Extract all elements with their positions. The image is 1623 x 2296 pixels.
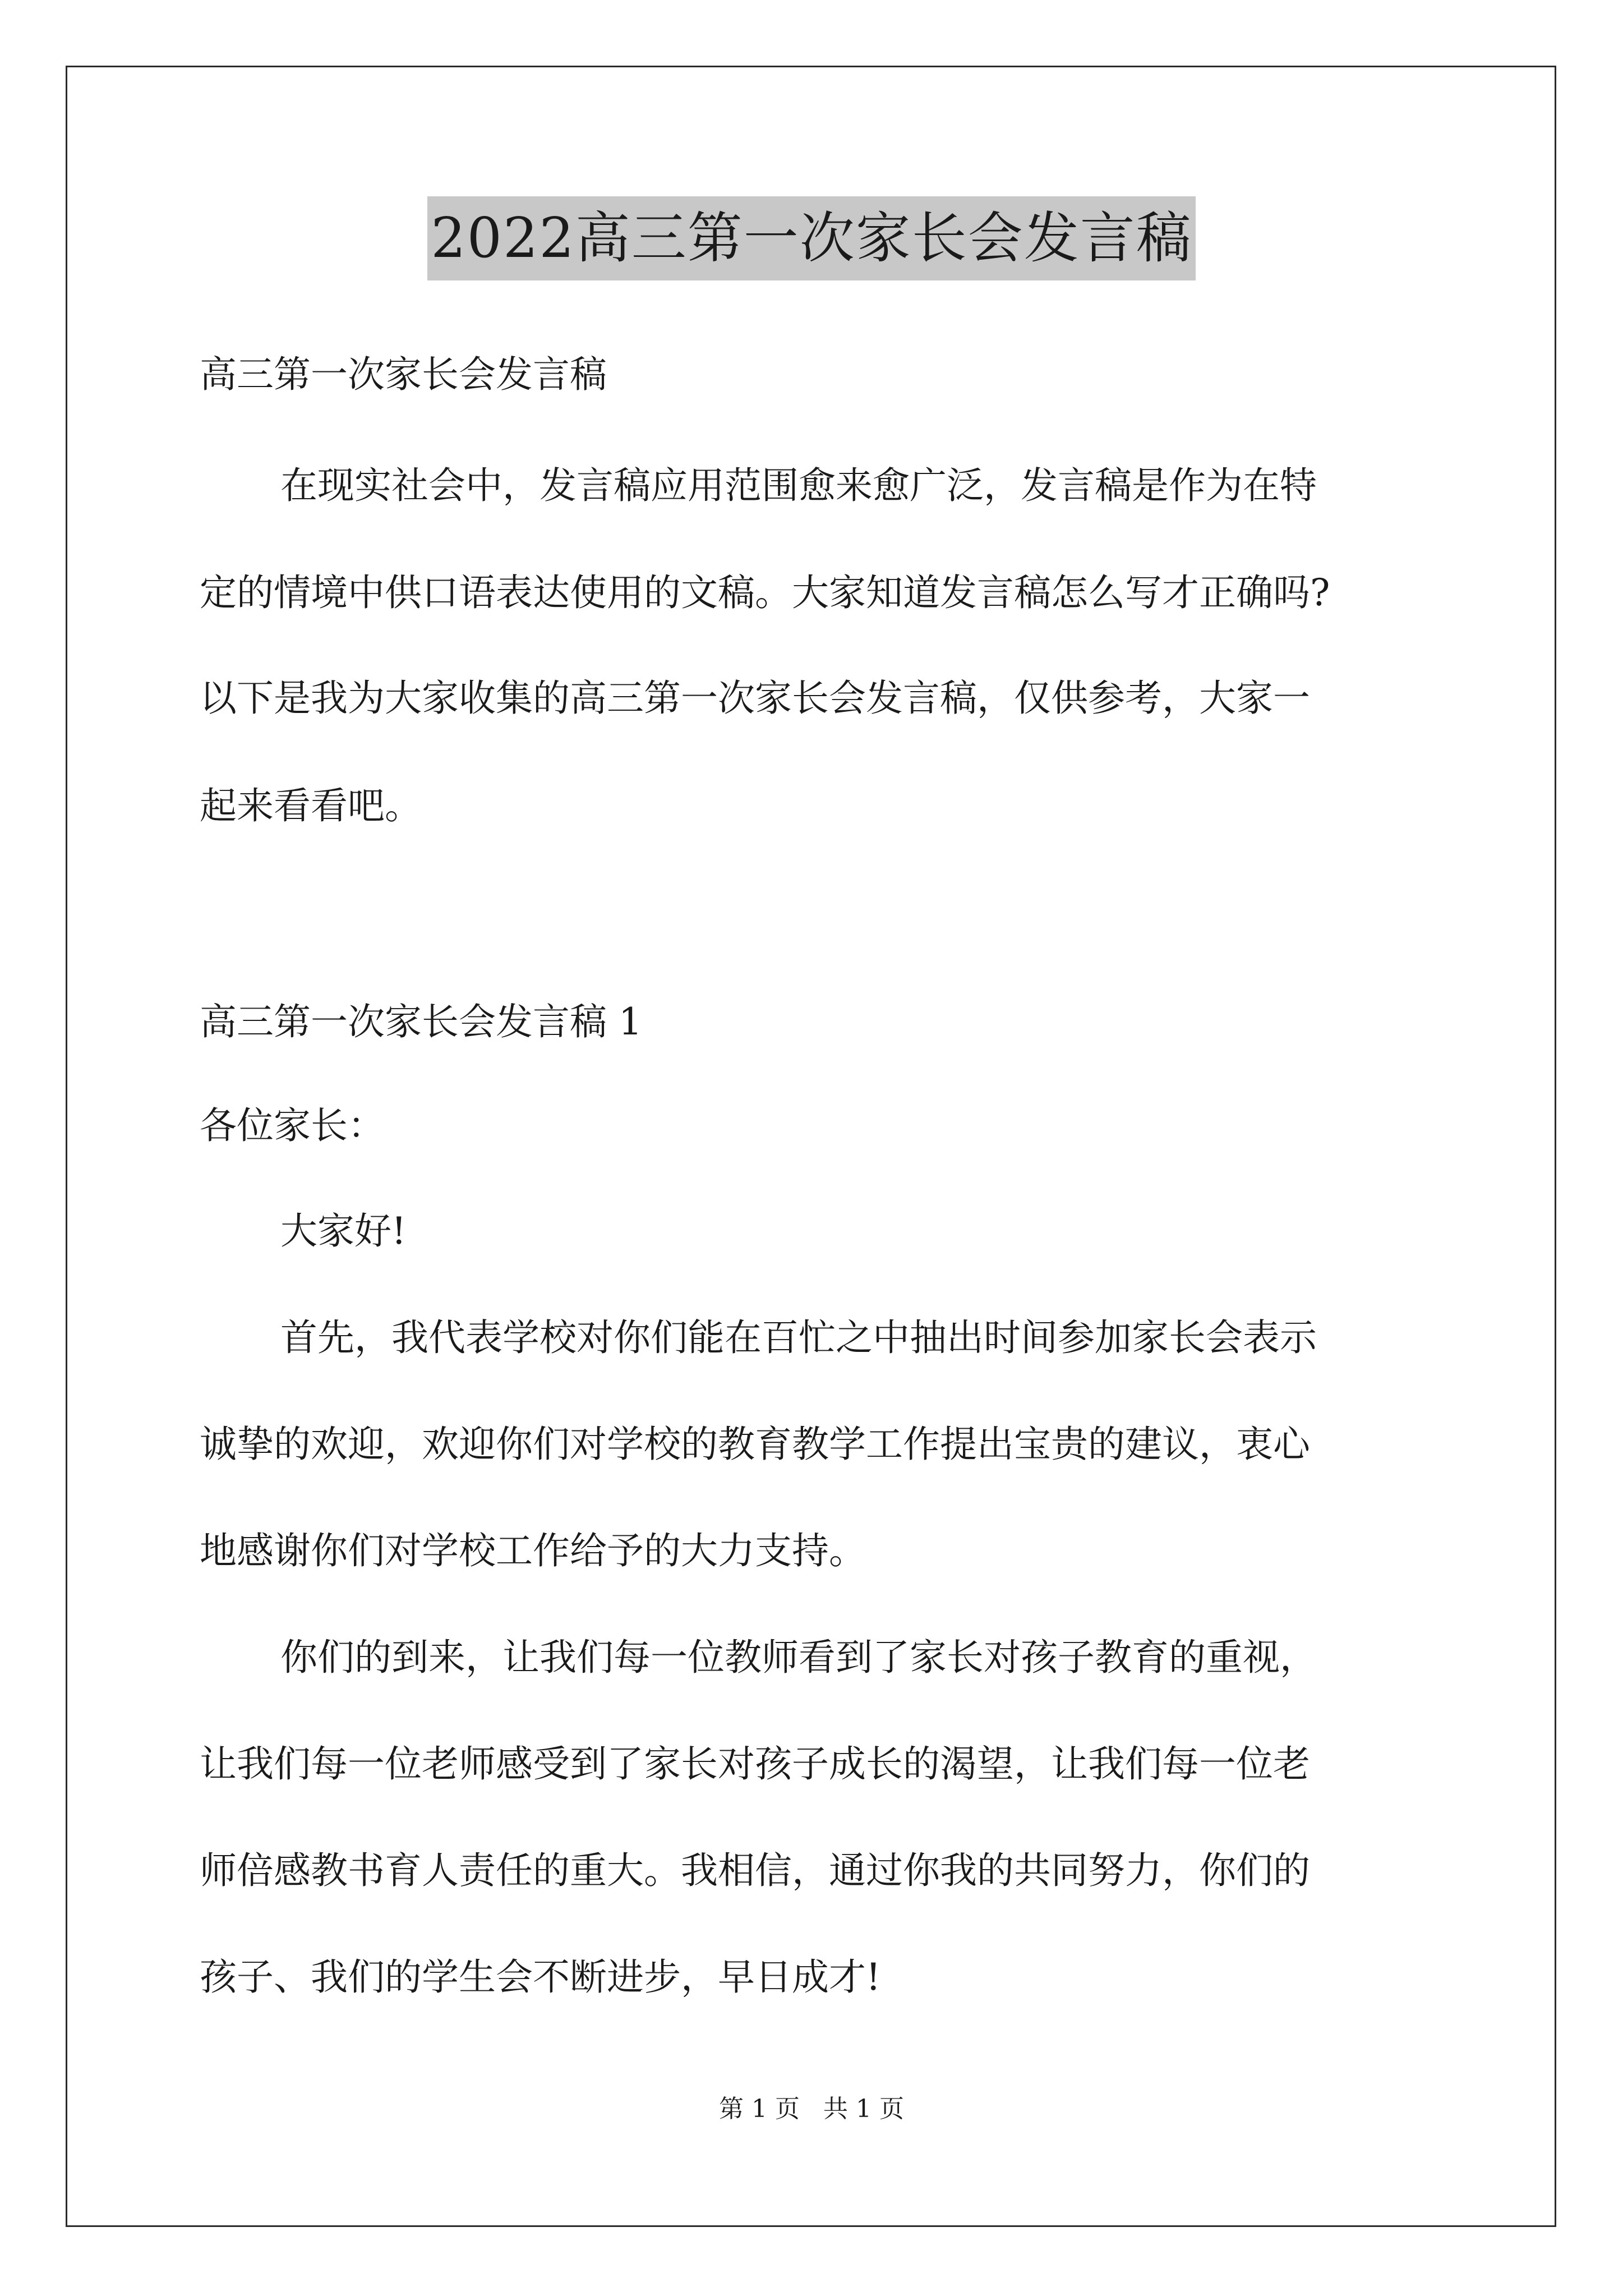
- body-line: 高三第一次家长会发言稿 1: [200, 1000, 642, 1043]
- body-line: 各位家长：: [200, 1104, 385, 1147]
- page-total: 共 1 页: [823, 2095, 904, 2123]
- body-line: 首先，我代表学校对你们能在百忙之中抽出时间参加家长会表示: [280, 1316, 1317, 1359]
- body-line: 诚挚的欢迎，欢迎你们对学校的教育教学工作提出宝贵的建议，衷心: [200, 1423, 1310, 1466]
- body-line: 在现实社会中，发言稿应用范围愈来愈广泛，发言稿是作为在特: [280, 464, 1317, 507]
- page-number: 第 1 页: [719, 2095, 800, 2123]
- body-line: 师倍感教书育人责任的重大。我相信，通过你我的共同努力，你们的: [200, 1849, 1310, 1892]
- title-container: [0, 196, 1623, 280]
- body-line: 孩子、我们的学生会不断进步，早日成才!: [200, 1955, 881, 1999]
- body-line: 高三第一次家长会发言稿: [200, 353, 607, 396]
- body-line: 起来看看吧。: [200, 784, 422, 827]
- body-line: 大家好!: [280, 1209, 407, 1253]
- body-line: 让我们每一位老师感受到了家长对孩子成长的渴望，让我们每一位老: [200, 1742, 1310, 1786]
- body-line: 定的情境中供口语表达使用的文稿。大家知道发言稿怎么写才正确吗?: [200, 571, 1330, 614]
- page-footer: [0, 2092, 1623, 2126]
- document-title: 2022高三第一次家长会发言稿: [427, 196, 1195, 280]
- body-line: 地感谢你们对学校工作给予的大力支持。: [200, 1529, 866, 1572]
- body-line: 以下是我为大家收集的高三第一次家长会发言稿，仅供参考，大家一: [200, 677, 1310, 720]
- body-line: 你们的到来，让我们每一位教师看到了家长对孩子教育的重视，: [280, 1636, 1317, 1679]
